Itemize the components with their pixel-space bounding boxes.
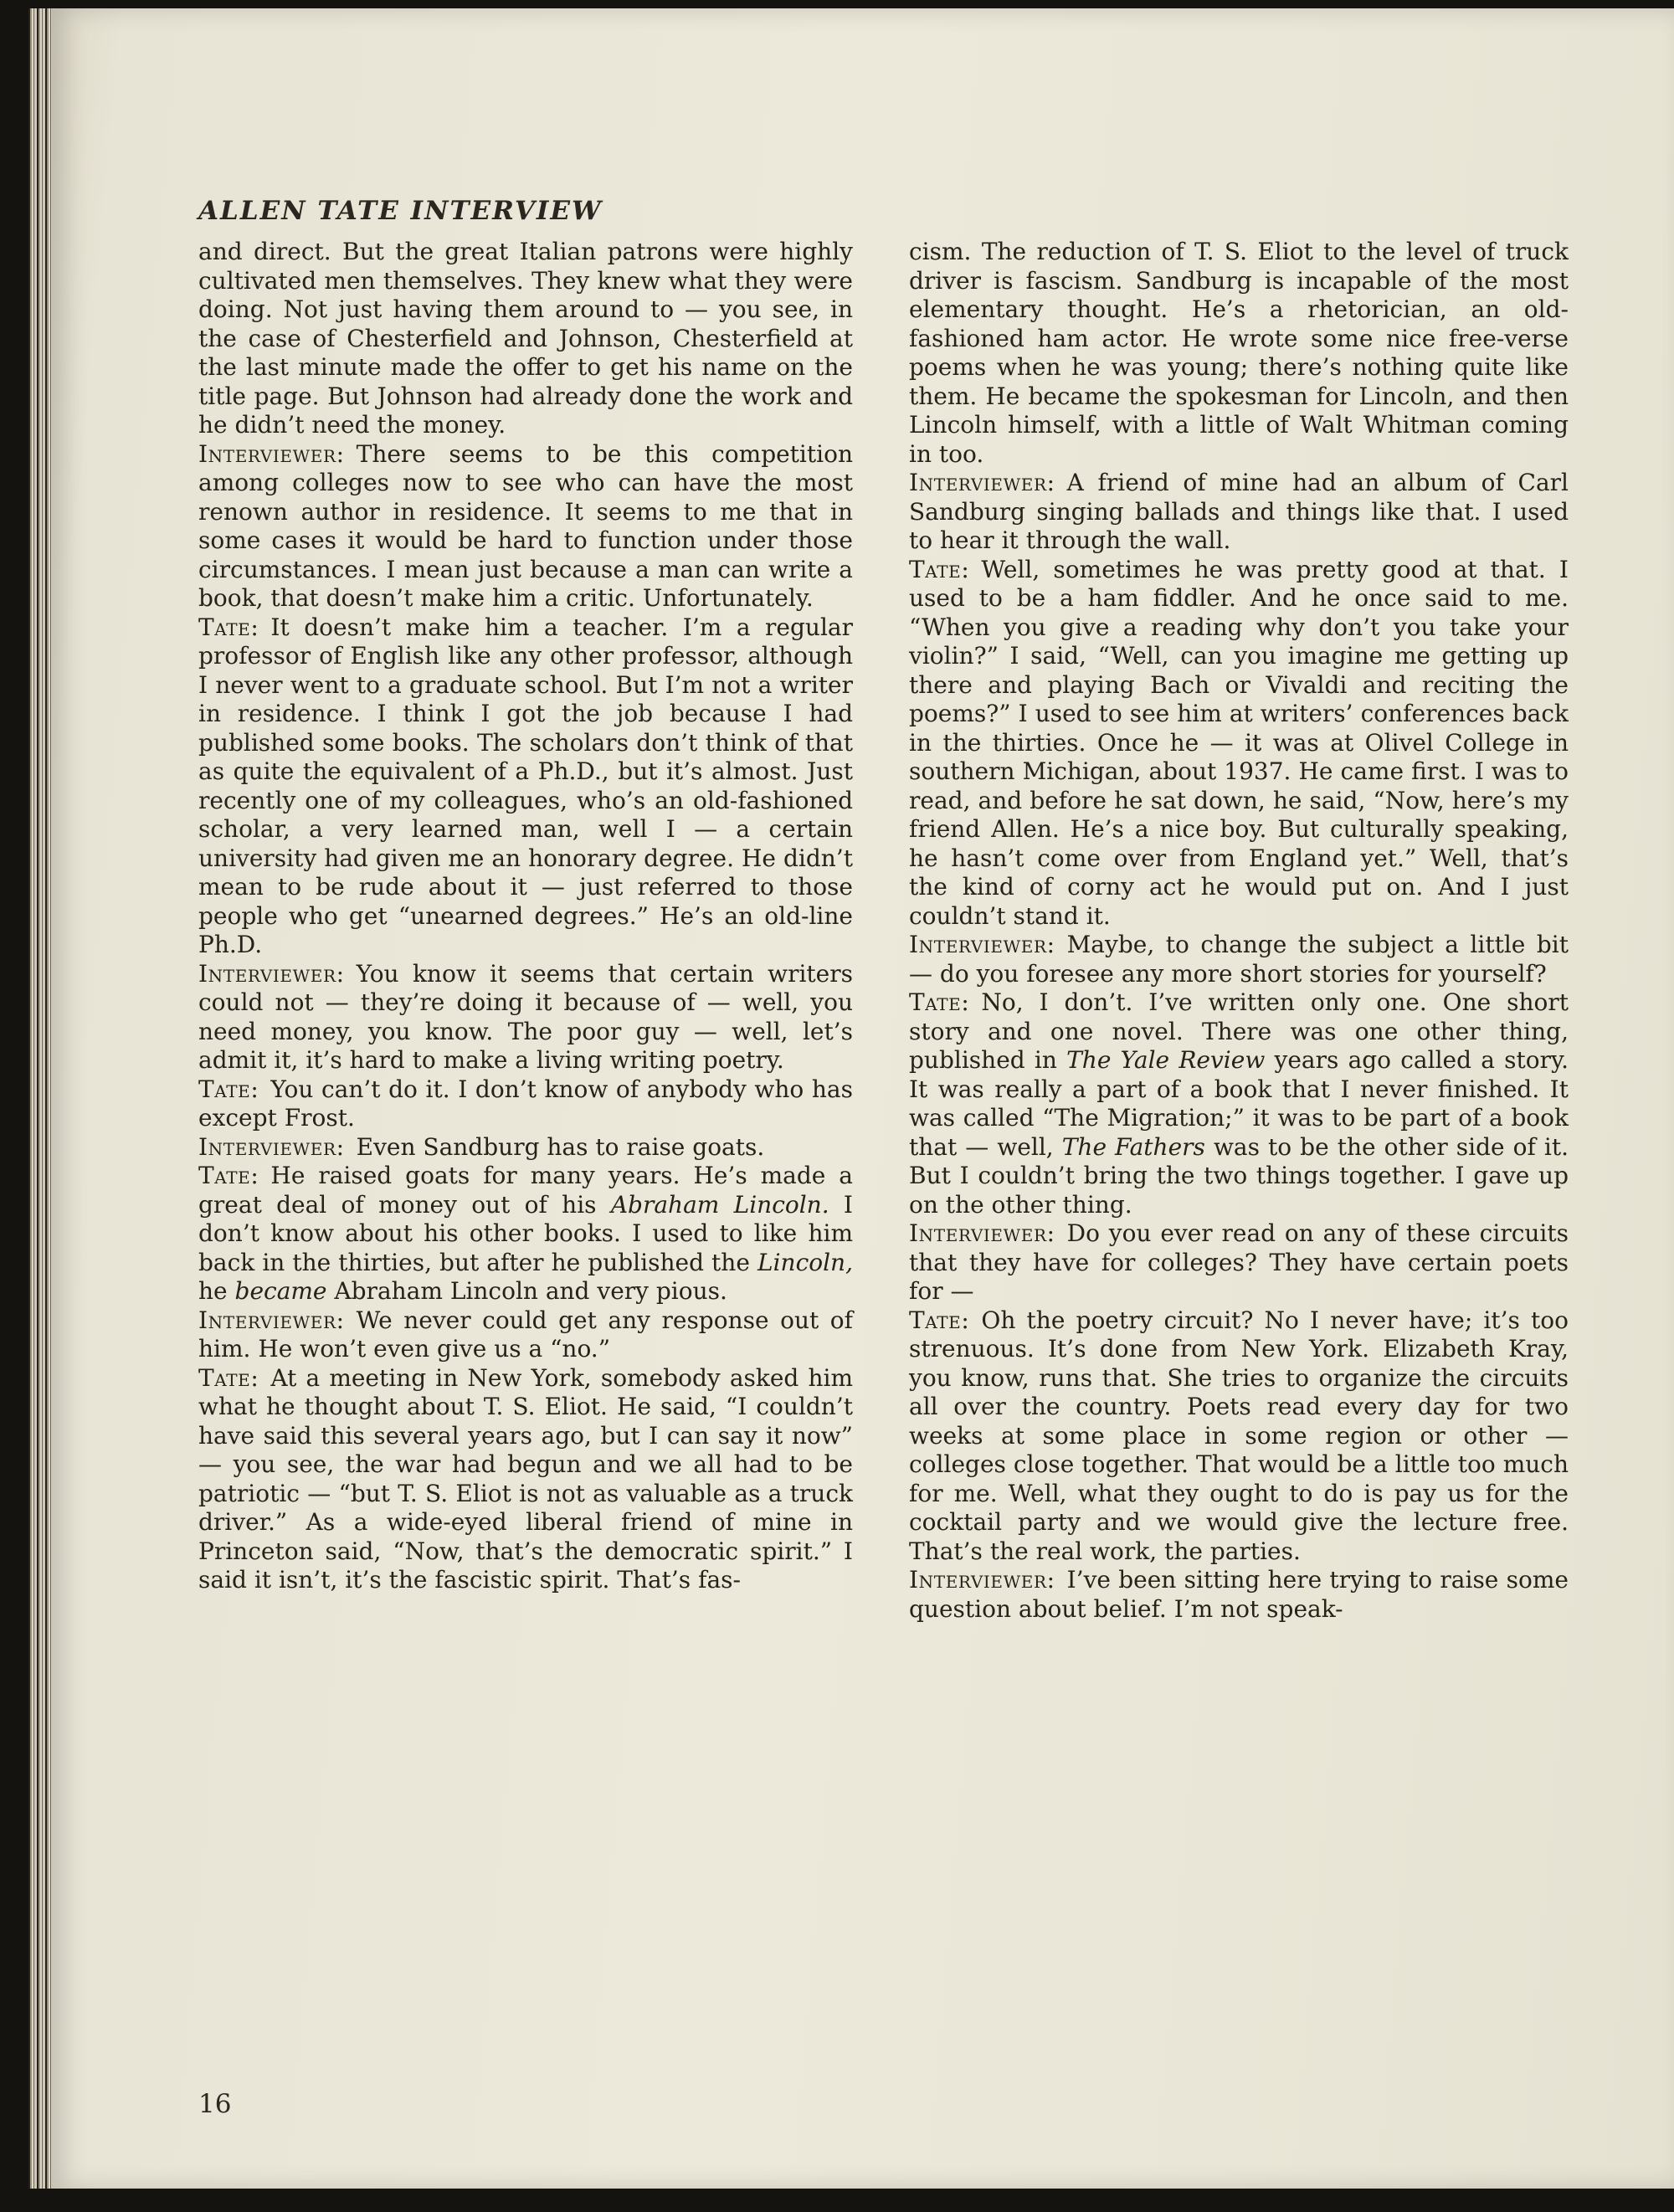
text-run: Maybe, to change the subject a little bit — do you foresee any more short stories for yourself? [909, 931, 1569, 988]
italic-text-run: became [234, 1277, 327, 1305]
italic-text-run: The Yale Review [1066, 1046, 1266, 1074]
paragraph [198, 1364, 853, 1595]
text-run: We never could get any response out of him. He won’t even give us a “no.” [198, 1306, 853, 1363]
speaker-label: Interviewer: [909, 469, 1055, 496]
paragraph [909, 931, 1569, 988]
speaker-label: Interviewer: [198, 439, 345, 468]
paragraph [198, 238, 853, 440]
speaker-label: Interviewer: [198, 959, 345, 988]
italic-text-run: The Fathers [1061, 1132, 1205, 1161]
speaker-label: Interviewer: [198, 1132, 345, 1161]
text-run: It doesn’t make him a teacher. I’m a regular professor of English like any other professor, although I never went to a graduate school. But I’m not a writer in residence. I think I got the job because I had published some books. The scholars don’t think of that as quite the equivalent of a Ph.D., but it’s almost. Just recently one of my colleagues, who’s an old-fashioned scholar, a very learned man, well I — a certain university had given me an honorary degree. He didn’t mean to be rude about it — just referred to those people who get “unearned degrees.” He’s an old-line Ph.D. [198, 613, 853, 958]
speaker-label: Interviewer: [909, 1566, 1055, 1594]
paragraph [909, 1306, 1569, 1567]
text-run: Do you ever read on any of these circuits that they have for colleges? They have certain poets for — [909, 1219, 1569, 1305]
text-run: You know it seems that certain writers could not — they’re doing it because of — well, you need money, you know. The poor guy — well, let’s admit it, it’s hard to make a living writing poetry. [198, 959, 853, 1074]
speaker-label: Tate: [909, 988, 970, 1016]
right-column [909, 238, 1569, 1624]
paragraph [198, 960, 853, 1075]
speaker-label: Interviewer: [198, 1306, 345, 1334]
text-run: Abraham Lincoln and very pious. [326, 1277, 727, 1305]
book-page-stack-edge [28, 8, 52, 2189]
paragraph [909, 1566, 1569, 1624]
paragraph [909, 238, 1569, 469]
speaker-label: Tate: [198, 1162, 259, 1189]
paragraph [198, 1306, 853, 1364]
paragraph [198, 1075, 853, 1133]
paragraph [909, 1219, 1569, 1306]
paragraph [909, 556, 1569, 932]
document-page [52, 8, 1674, 2189]
speaker-label: Tate: [198, 1363, 259, 1392]
speaker-label: Tate: [909, 555, 970, 583]
text-run: There seems to be this competition among colleges now to see who can have the most renown author in residence. It seems to me that in some cases it would be hard to function under those circumstances. I mean just because a man can write a book, that doesn’t make him a critic. Unfortunately. [198, 439, 853, 612]
speaker-label: Interviewer: [909, 931, 1055, 958]
paragraph [198, 1162, 853, 1306]
text-run: You can’t do it. I don’t know of anybody who has except Frost. [198, 1075, 853, 1132]
text-run: and direct. But the great Italian patrons were highly cultivated men themselves. They knew what they were doing. Not just having them around to — you see, in the case of Chesterfield and Johnson, Chesterfield at the last minute made the offer to get his name on the title page. But Johnson had already done the work and he didn’t need the money. [198, 238, 853, 439]
text-run: was to be the other side of it. But I couldn’t bring the two things together. I gave up on the other thing. [909, 1132, 1569, 1219]
paragraph [909, 988, 1569, 1219]
italic-text-run: Lincoln, [757, 1248, 853, 1276]
paragraph [909, 469, 1569, 556]
text-run: He raised goats for many years. He’s made a great deal of money out of his [198, 1162, 853, 1219]
speaker-label: Tate: [198, 613, 259, 641]
page-header: ALLEN TATE INTERVIEW [198, 196, 603, 226]
text-run: At a meeting in New York, somebody asked him what he thought about T. S. Eliot. He said, “I couldn’t have said this several years ago, but I can say it now” — you see, the war had begun and we all had to be patriotic — “but T. S. Eliot is not as valuable as a truck driver.” As a wide-eyed liberal friend of mine in Princeton said, “Now, that’s the democratic spirit.” I said it isn’t, it’s the fascistic spirit. That’s fas- [198, 1363, 853, 1594]
text-run: Even Sandburg has to raise goats. [356, 1132, 765, 1161]
paragraph [198, 1133, 853, 1162]
text-run: A friend of mine had an album of Carl Sandburg singing ballads and things like that. I used to hear it through the wall. [909, 469, 1569, 554]
paragraph [198, 613, 853, 960]
speaker-label: Tate: [909, 1306, 970, 1334]
speaker-label: Tate: [198, 1075, 259, 1103]
text-run: years ago called a story. It was really a part of a book that I never finished. It was called “The Migration;” it was to be part of a book that — well, [909, 1046, 1569, 1161]
text-run: cism. The reduction of T. S. Eliot to the level of truck driver is fascism. Sandburg is incapable of the most elementary thought. He’s a rhetorician, an old-fashioned ham actor. He wrote some nice free-verse poems when he was young; there’s nothing quite like them. He became the spokesman for Lincoln, and then Lincoln himself, with a little of Walt Whitman coming in too. [909, 238, 1569, 468]
text-run: I’ve been sitting here trying to raise some question about belief. I’m not speak- [909, 1566, 1569, 1623]
left-column [198, 238, 853, 1595]
paragraph [198, 440, 853, 613]
text-run: he [198, 1277, 235, 1305]
text-run: Well, sometimes he was pretty good at that. I used to be a ham fiddler. And he once said to me. “When you give a reading why don’t you take your violin?” I said, “Well, can you imagine me getting up there and playing Bach or Vivaldi and reciting the poems?” I used to see him at writers’ conferences back in the thirties. Once he — it was at Olivel College in southern Michigan, about 1937. He came first. I was to read, and before he sat down, he said, “Now, here’s my friend Allen. He’s a nice boy. But culturally speaking, he hasn’t come over from England yet.” Well, that’s the kind of corny act he would put on. And I just couldn’t stand it. [909, 555, 1569, 930]
page-number: 16 [198, 2089, 232, 2119]
speaker-label: Interviewer: [909, 1219, 1055, 1247]
text-run: No, I don’t. I’ve written only one. One short story and one novel. There was one other thing, published in [909, 988, 1569, 1074]
text-run: Oh the poetry circuit? No I never have; it’s too strenuous. It’s done from New York. Elizabeth Kray, you know, runs that. She tries to organize the circuits all over the country. Poets read every day for two weeks at some place in some region or other — colleges close together. That would be a little too much for me. Well, what they ought to do is pay us for the cocktail party and we would give the lecture free. That’s the real work, the parties. [909, 1306, 1569, 1565]
italic-text-run: Abraham Lincoln. [610, 1190, 829, 1219]
text-run: I don’t know about his other books. I used to like him back in the thirties, but after he published the [198, 1190, 853, 1276]
